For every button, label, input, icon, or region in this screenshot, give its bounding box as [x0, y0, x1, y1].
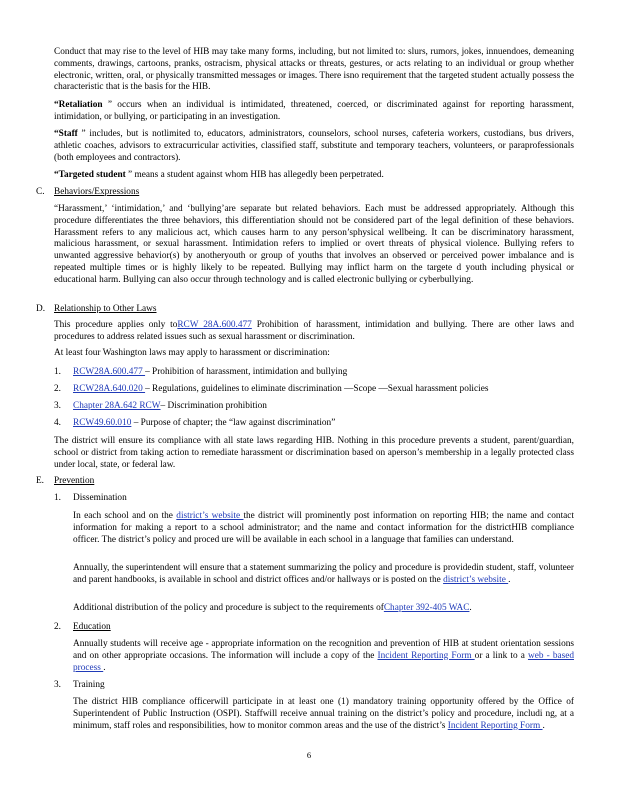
paragraph-text: .	[542, 720, 545, 731]
district-website-link[interactable]: district’s website	[443, 574, 509, 585]
definition-retaliation	[54, 100, 574, 124]
paragraph-text: .	[469, 603, 472, 613]
law-link[interactable]: RCW49.60.010	[73, 418, 132, 428]
paragraph-text: the district will prominently post information on reporting HIB; the name and contact information for making a report to a school administrator; and the name and contact information for the districtHIB compliance officer. The district’s policy and proced ure will be available in each school in a language that families can understand.	[73, 511, 574, 545]
paragraph-text: The district HIB compliance officerwill participate in at least one (1) mandatory training opportunity offered by the Office of Superintendent of Public Instruction (OSPI). Staffwill receive annual training on the district’s policy and procedure, includi ng, at a minimum, staff roles and responsibilities, how to monitor common areas and the use of the district’s	[73, 697, 574, 731]
definition-term: “Retaliation	[54, 100, 103, 110]
subsection-number: 2.	[54, 622, 61, 632]
district-website-link[interactable]: district’s website	[176, 511, 244, 521]
section-title: Relationship to Other Laws	[54, 304, 157, 314]
subsection-title: Training	[73, 680, 105, 690]
subsection-training-heading	[54, 680, 574, 692]
dissemination-paragraph-3	[73, 603, 574, 615]
section-letter: D.	[36, 304, 46, 314]
definition-text: ” occurs when an individual is intimidated, threatened, coerced, or discriminated against for reporting harassment, intimidation, or bullying, or participating in an investigation.	[54, 100, 574, 122]
page-number: 6	[306, 750, 312, 760]
subsection-number: 3.	[54, 680, 61, 690]
law-number: 4.	[54, 418, 61, 428]
incident-reporting-form-link[interactable]: Incident Reporting Form	[447, 720, 543, 731]
relationship-paragraph	[54, 320, 574, 344]
paragraph-text: Additional distribution of the policy and procedure is subject to the requirements of	[73, 603, 384, 613]
section-letter: E.	[36, 476, 45, 486]
subsection-number: 1.	[54, 493, 61, 503]
law-link[interactable]: RCW28A.640.020	[73, 384, 146, 394]
paragraph-text: In each school and on the	[73, 511, 177, 521]
law-link[interactable]: RCW28A.600.477	[73, 367, 146, 377]
subsection-education-heading	[54, 622, 574, 634]
web-based-process-link[interactable]: web - based process	[73, 650, 574, 673]
section-title: Behaviors/Expressions	[54, 187, 140, 197]
law-text: – Prohibition of harassment, intimidation and bullying	[145, 367, 348, 377]
paragraph-text: This procedure applies only to	[54, 320, 178, 330]
training-paragraph	[73, 697, 574, 732]
subsection-title: Dissemination	[73, 493, 127, 503]
law-item	[54, 367, 574, 379]
laws-intro: At least four Washington laws may apply to harassment or discrimination:	[54, 348, 330, 358]
definition-term: “Staff	[54, 129, 78, 139]
definition-targeted	[54, 170, 574, 182]
dissemination-paragraph-2	[73, 563, 574, 587]
paragraph-text: .	[103, 662, 106, 673]
section-title: Prevention	[54, 476, 95, 486]
paragraph-text: .	[508, 574, 511, 585]
behaviors-paragraph: “Harassment,’ ‘intimidation,’ and ‘bullying’are separate but related behaviors. Each must be addressed appropriately. Although this procedure differentiates the three behaviors, this differentiation should not be considered part of the legal definition of these behaviors. Harassment refers to any malicious act, which causes harm to any person’sphysical wellbeing. It can be discriminatory harassment, malicious harassment, or sexual harassment. Intimidation refers to implied or overt threats of physical violence. Bullying refers to unwanted aggressive behavior(s) by anotheryouth or group of youths that involves an observed or perceived power imbalance and is repeated multiple times or is highly likely to be repeated. Bullying may inflict harm on the targete d youth including physical or educational harm. Bullying can also occur through technology and is called electronic bullying or cyberbullying.	[54, 204, 574, 285]
definition-staff	[54, 129, 574, 164]
paragraph-text: Annually students will receive age - appropriate information on the recognition and prevention of HIB at student orientation sessions and on other appropriate occasions. The information will include a copy of the	[73, 639, 574, 661]
law-item	[54, 418, 574, 430]
section-letter: C.	[36, 187, 45, 197]
definition-term: “Targeted student	[54, 170, 126, 180]
section-e-heading	[36, 476, 576, 488]
law-number: 3.	[54, 401, 61, 411]
definition-text: ” includes, but is notlimited to, educators, administrators, counselors, school nurses, cafeteria workers, custodians, bus drivers, athletic coaches, advisors to extracurricular activities, classified staff, substitute and temporary teachers, volunteers, or paraprofessionals (both employees and contractors).	[54, 129, 575, 163]
section-c-heading	[36, 187, 576, 199]
wac-link[interactable]: Chapter 392-405 WAC	[383, 603, 470, 613]
paragraph-text: Prohibition of harassment, intimidation and bullying. There are other laws and procedures to address related issues such as sexual harassment or discrimination.	[54, 320, 574, 342]
law-text: – Regulations, guidelines to eliminate discrimination —Scope —Sexual harassment policies	[145, 384, 489, 394]
law-link[interactable]: Chapter 28A.642 RCW	[73, 401, 161, 411]
law-text: – Purpose of chapter; the “law against discrimination”	[131, 418, 336, 428]
paragraph-text: or a link to a	[474, 650, 528, 661]
conduct-paragraph: Conduct that may rise to the level of HIB may take many forms, including, but not limited to: slurs, rumors, jokes, innuendoes, demeaning comments, drawings, cartoons, pranks, ostracism, physical attacks or threats, gestures, or acts relating to an individual or group whether electronic, written, oral, or physically transmitted messages or images. There isno requirement that the targeted student actually possess the characteristic that is the basis for the HIB.	[54, 47, 574, 93]
law-number: 1.	[54, 367, 61, 377]
compliance-paragraph: The district will ensure its compliance with all state laws regarding HIB. Nothing in this procedure prevents a student, parent/guardian, school or district from taking action to remediate harassment or discrimination based on aperson’s membership in a legally protected class under local, state, or federal law.	[54, 436, 574, 470]
law-item	[54, 401, 574, 413]
definition-text: ” means a student against whom HIB has allegedly been perpetrated.	[128, 170, 384, 180]
subsection-dissemination-heading	[54, 493, 574, 505]
dissemination-paragraph-1	[73, 511, 574, 546]
paragraph-text: Annually, the superintendent will ensure that a statement summarizing the policy and procedure is providedin student, staff, volunteer and parent handbooks, is available in school and district offices and/or hallways or is posted on the	[73, 563, 574, 585]
education-paragraph	[73, 639, 574, 674]
law-item	[54, 384, 574, 396]
incident-reporting-form-link[interactable]: Incident Reporting Form	[377, 650, 475, 661]
law-text: – Discrimination prohibition	[160, 401, 267, 411]
law-number: 2.	[54, 384, 61, 394]
rcw-link[interactable]: RCW 28A.600.477	[177, 320, 252, 330]
subsection-title: Education	[73, 622, 111, 632]
section-d-heading	[36, 304, 576, 316]
